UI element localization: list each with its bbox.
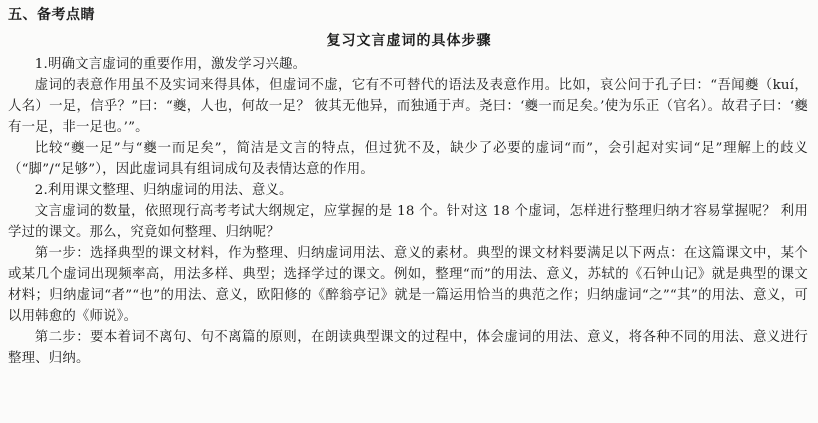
article-title: 复习文言虚词的具体步骤 bbox=[326, 33, 492, 49]
paragraph-first-step: 第一步：选择典型的课文材料，作为整理、归纳虚词用法、意义的素材。典型的课文材料要满足以下两点：在这篇课文中，某个或某几个虚词出现频率高，用法多样、典型；选择学过的课文。例如，整理“而”的用法、意义，苏轼的《石钟山记》就是典型的课文材料；归纳虚词“者”“也”的用法、意义，欧阳修的《醉翁亭记》就是一篇运用恰当的典范之作；归纳虚词“之”“其”的用法、意义，可以用韩愈的《师说》。 bbox=[8, 246, 808, 324]
article-body bbox=[8, 54, 808, 369]
section-heading: 五、备考点睛 bbox=[8, 7, 95, 23]
paragraph-step-two-heading: 2.利用课文整理、归纳虚词的用法、意义。 bbox=[34, 183, 293, 198]
paragraph-syllabus: 文言虚词的数量，依照现行高考考试大纲规定，应掌握的是 18 个。针对这 18 个虚词，怎样进行整理归纳才容易掌握呢？ 利用学过的课文。那么，究竟如何整理、归纳呢？ bbox=[8, 204, 808, 240]
paragraph-second-step: 第二步：要本着词不离句、句不离篇的原则，在朗读典型课文的过程中，体会虚词的用法、意义，将各种不同的用法、意义进行整理、归纳。 bbox=[8, 330, 808, 366]
paragraph-comparison: 比较“夔一足”与“夔一而足矣”，简洁是文言的特点，但过犹不及，缺少了必要的虚词“而”，会引起对实词“足”理解上的歧义（“脚”/“足够”），因此虚词具有组词成句及表情达意的作用。 bbox=[8, 141, 808, 177]
paragraph-function-example: 虚词的表意作用虽不及实词来得具体，但虚词不虚，它有不可替代的语法及表意作用。比如，哀公问于孔子曰：“吾闻夔（kuí，人名）一足，信乎？”曰：“夔，人也，何故一足？ 彼其无他异，而独通于声。尧曰：‘夔一而足矣。’使为乐正（官名）。故君子曰：‘夔有一足，非一足也。’”。 bbox=[8, 78, 808, 135]
paragraph-step-one-heading: 1.明确文言虚词的重要作用，激发学习兴趣。 bbox=[34, 57, 307, 72]
